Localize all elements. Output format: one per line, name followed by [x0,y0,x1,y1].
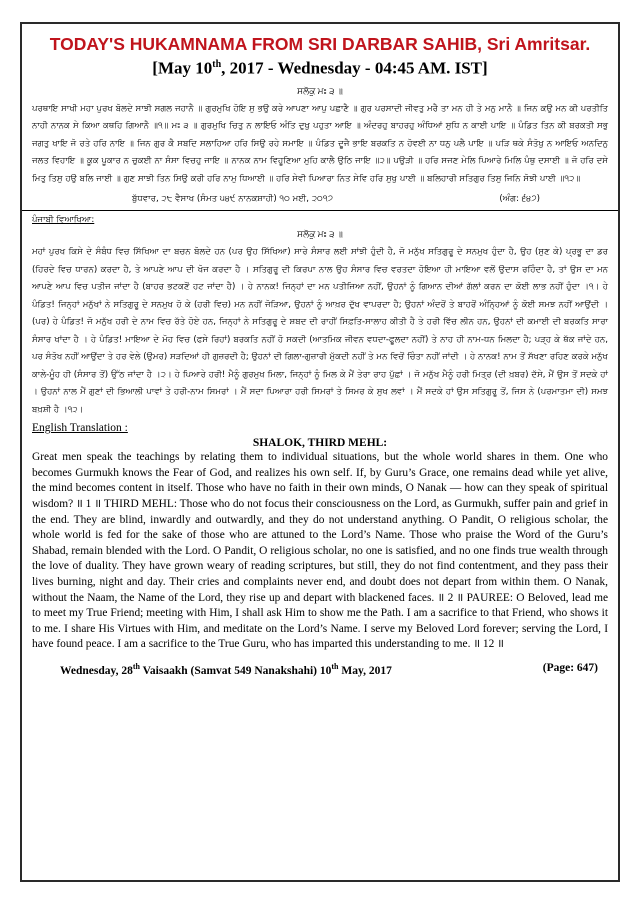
gurmukhi-text: ਪਰਥਾਇ ਸਾਖੀ ਮਹਾ ਪੁਰਖ ਬੋਲਦੇ ਸਾਝੀ ਸਗਲ ਜਹਾਨੈ ॥ ਗੁਰਮੁਖਿ ਹੋਇ ਸੁ ਭਉ ਕਰੇ ਆਪਣਾ ਆਪੁ ਪਛਾਣੈ ॥ ਗੁਰ ਪਰਸਾਦੀ ਜੀਵਤੁ ਮਰੈ ਤਾ ਮਨ ਹੀ ਤੇ ਮਨੁ ਮਾਨੈ ॥ ਜਿਨ ਕਉ ਮਨ ਕੀ ਪਰਤੀਤਿ ਨਾਹੀ ਨਾਨਕ ਸੇ ਕਿਆ ਕਥਹਿ ਗਿਆਨੈ ॥੧॥ ਮਃ ੩ ॥ ਗੁਰਮੁਖਿ ਚਿਤੁ ਨ ਲਾਇਓ ਅੰਤਿ ਦੁਖੁ ਪਹੁਤਾ ਆਇ ॥ ਅੰਦਰਹੁ ਬਾਹਰਹੁ ਅੰਧਿਆਂ ਸੁਧਿ ਨ ਕਾਈ ਪਾਇ ॥ ਪੰਡਿਤ ਤਿਨ ਕੀ ਬਰਕਤੀ ਸਭੁ ਜਗਤੁ ਖਾਇ ਜੋ ਰਤੇ ਹਰਿ ਨਾਇ ॥ ਜਿਨ ਗੁਰ ਕੈ ਸਬਦਿ ਸਲਾਹਿਆ ਹਰਿ ਸਿਉ ਰਹੇ ਸਮਾਇ ॥ ਪੰਡਿਤ ਦੂਜੈ ਭਾਇ ਬਰਕਤਿ ਨ ਹੋਵਈ ਨਾ ਧਨੁ ਪਲੈ ਪਾਇ ॥ ਪੜਿ ਥਕੇ ਸੰਤੋਖੁ ਨ ਆਇਓ ਅਨਦਿਨੁ ਜਲਤ ਵਿਹਾਇ ॥ ਕੂਕ ਪੂਕਾਰ ਨ ਚੁਕਈ ਨਾ ਸੰਸਾ ਵਿਚਹੁ ਜਾਇ ॥ ਨਾਨਕ ਨਾਮ ਵਿਹੂਣਿਆ ਮੁਹਿ ਕਾਲੈ ਉਠਿ ਜਾਇ ॥੨॥ ਪਉੜੀ ॥ ਹਰਿ ਸਜਣ ਮੇਲਿ ਪਿਆਰੇ ਮਿਲਿ ਪੰਥੁ ਦਸਾਈ ॥ ਜੋ ਹਰਿ ਦਸੇ ਮਿਤੁ ਤਿਸੁ ਹਉ ਬਲਿ ਜਾਈ ॥ ਗੁਣ ਸਾਝੀ ਤਿਨ ਸਿਉ ਕਰੀ ਹਰਿ ਨਾਮੁ ਧਿਆਈ ॥ ਹਰਿ ਸੇਵੀ ਪਿਆਰਾ ਨਿਤ ਸੇਵਿ ਹਰਿ ਸੁਖੁ ਪਾਈ ॥ ਬਲਿਹਾਰੀ ਸਤਿਗੁਰ ਤਿਸੁ ਜਿਨਿ ਸੋਝੀ ਪਾਈ ॥੧੨॥ [32,103,608,184]
date-subtitle [32,54,608,80]
punjabi-text: ਮਹਾਂ ਪੁਰਖ ਕਿਸੇ ਦੇ ਸੰਬੰਧ ਵਿਚ ਸਿੱਖਿਆ ਦਾ ਬਚਨ ਬੋਲਦੇ ਹਨ (ਪਰ ਉਹ ਸਿੱਖਿਆ) ਸਾਰੇ ਸੰਸਾਰ ਲਈ ਸਾਂਝੀ ਹੁੰਦੀ ਹੈ, ਜੋ ਮਨੁੱਖ ਸਤਿਗੁਰੂ ਦੇ ਸਨਮੁਖ ਹੁੰਦਾ ਹੈ, ਉਹ (ਸੁਣ ਕੇ) ਪ੍ਰਭੂ ਦਾ ਡਰ (ਹਿਰਦੇ ਵਿਚ ਧਾਰਨ) ਕਰਦਾ ਹੈ, ਤੇ ਆਪਣੇ ਆਪ ਦੀ ਖੋਜ ਕਰਦਾ ਹੈ । ਸਤਿਗੁਰੂ ਦੀ ਕਿਰਪਾ ਨਾਲ ਉਹ ਸੰਸਾਰ ਵਿਚ ਵਰਤਦਾ ਹੋਇਆ ਹੀ ਮਾਇਆ ਵਲੋਂ ਉਦਾਸ ਰਹਿੰਦਾ ਹੈ, ਤਾਂ ਉਸ ਦਾ ਮਨ ਆਪਣੇ ਆਪ ਵਿਚ ਪਤੀਜ ਜਾਂਦਾ ਹੈ (ਬਾਹਰ ਭਟਕਣੋਂ ਹਟ ਜਾਂਦਾ ਹੈ) । ਹੇ ਨਾਨਕ! ਜਿਨ੍ਹਾਂ ਦਾ ਮਨ ਪਤੀਜਿਆ ਨਹੀਂ, ਉਹਨਾਂ ਨੂੰ ਗਿਆਨ ਦੀਆਂ ਗੱਲਾਂ ਕਰਨ ਦਾ ਕੋਈ ਲਾਭ ਨਹੀਂ ਹੁੰਦਾ ।੧। ਹੇ ਪੰਡਿਤ! ਜਿਨ੍ਹਾਂ ਮਨੁੱਖਾਂ ਨੇ ਸਤਿਗੁਰੂ ਦੇ ਸਨਮੁਖ ਹੋ ਕੇ (ਹਰੀ ਵਿਚ) ਮਨ ਨਹੀਂ ਜੋੜਿਆ, ਉਹਨਾਂ ਨੂੰ ਆਖ਼ਰ ਦੁੱਖ ਵਾਪਰਦਾ ਹੈ; ਉਹਨਾਂ ਅੰਦਰੋਂ ਤੇ ਬਾਹਰੋਂ ਅੰਨ੍ਹਿਆਂ ਨੂੰ ਕੋਈ ਸਮਝ ਨਹੀਂ ਆਉਂਦੀ । (ਪਰ) ਹੇ ਪੰਡਿਤ! ਜੋ ਮਨੁੱਖ ਹਰੀ ਦੇ ਨਾਮ ਵਿਚ ਰੱਤੇ ਹੋਏ ਹਨ, ਜਿਨ੍ਹਾਂ ਨੇ ਸਤਿਗੁਰੂ ਦੇ ਸ਼ਬਦ ਦੀ ਰਾਹੀਂ ਸਿਫ਼ਤਿ-ਸਾਲਾਹ ਕੀਤੀ ਹੈ ਤੇ ਹਰੀ ਵਿੱਚ ਲੀਨ ਹਨ, ਉਹਨਾਂ ਦੀ ਕਮਾਈ ਦੀ ਬਰਕਤਿ ਸਾਰਾ ਸੰਸਾਰ ਖਾਂਦਾ ਹੈ । ਹੇ ਪੰਡਿਤ! ਮਾਇਆ ਦੇ ਮੋਹ ਵਿਚ (ਫਸੇ ਰਿਹਾਂ) ਬਰਕਤਿ ਨਹੀਂ ਹੋ ਸਕਦੀ (ਆਤਮਿਕ ਜੀਵਨ ਵਧਦਾ-ਫੂਲਦਾ ਨਹੀਂ) ਤੇ ਨਾਹ ਹੀ ਨਾਮ-ਧਨ ਮਿਲਦਾ ਹੈ; ਪੜ੍ਹ ਕੇ ਥੱਕ ਜਾਂਦੇ ਹਨ, ਪਰ ਸੰਤੋਖ ਨਹੀਂ ਆਉਂਦਾ ਤੇ ਹਰ ਵੇਲੇ (ਉਮਰ) ਸੜਦਿਆਂ ਹੀ ਗੁਜ਼ਰਦੀ ਹੈ; ਉਹਨਾਂ ਦੀ ਗਿਲਾ-ਗੁਜ਼ਾਰੀ ਮੁੱਕਦੀ ਨਹੀਂ ਤੇ ਮਨ ਵਿਚੋਂ ਚਿੰਤਾ ਨਹੀਂ ਜਾਂਦੀ । ਹੇ ਨਾਨਕ! ਨਾਮ ਤੋਂ ਸੱਖਣਾ ਰਹਿਣ ਕਰਕੇ ਮਨੁੱਖ ਕਾਲੇ-ਮੂੰਹ ਹੀ (ਸੰਸਾਰ ਤੋਂ) ਉੱਠ ਜਾਂਦਾ ਹੈ ।੨। ਹੇ ਪਿਆਰੇ ਹਰੀ! ਮੈਨੂੰ ਗੁਰਮੁਖ ਮਿਲਾ, ਜਿਨ੍ਹਾਂ ਨੂੰ ਮਿਲ ਕੇ ਮੈਂ ਤੇਰਾ ਰਾਹ ਪੁੱਛਾਂ । ਜੋ ਮਨੁੱਖ ਮੈਨੂੰ ਹਰੀ ਮਿਤ੍ਰ (ਦੀ ਖ਼ਬਰ) ਦੱਸੇ, ਮੈਂ ਉਸ ਤੋਂ ਸਦਕੇ ਹਾਂ । ਉਹਨਾਂ ਨਾਲ ਮੈਂ ਗੁਣਾਂ ਦੀ ਭਿਆਲੀ ਪਾਵਾਂ ਤੇ ਹਰੀ-ਨਾਮ ਸਿਮਰਾਂ । ਮੈਂ ਸਦਾ ਪਿਆਰਾ ਹਰੀ ਸਿਮਰਾਂ ਤੇ ਸਿਮਰ ਕੇ ਸੁਖ ਲਵਾਂ । ਮੈਂ ਸਦਕੇ ਹਾਂ ਉਸ ਸਤਿਗੁਰੂ ਤੋਂ, ਜਿਸ ਨੇ (ਪਰਮਾਤਮਾ ਦੀ) ਸਮਝ ਬਖ਼ਸ਼ੀ ਹੈ ।੧੨। [32,247,608,415]
nanakshahi-date: ਬੁੱਧਵਾਰ, ੨੮ ਵੈਸਾਖ (ਸੰਮਤ ੫੪੯ ਨਾਨਕਸ਼ਾਹੀ) ੧੦ ਮਈ, ੨੦੧੭ [132,194,334,205]
divider [22,210,618,211]
footer-page: (Page: 647) [542,661,598,674]
hukamnama-page [20,22,620,882]
date-sup: th [212,59,222,70]
footer-p3: May, 2017 [338,664,392,677]
footer-sup2: th [331,661,339,671]
gurmukhi-heading: ਸਲੋਕੁ ਮਃ ੩ ॥ [297,85,343,96]
nanakshahi-date-line [32,194,608,204]
punjabi-heading: ਸਲੋਕੁ ਮਃ ੩ ॥ [297,229,343,240]
english-text: Great men speak the teachings by relating them to individual situations, but the whole world shares in them. One who becomes Gurmukh knows the Fear of God, and realizes his own self. If, by Guru’s Grace, one remains dead while yet alive, the mind becomes content in itself. Those who have no faith in their own minds, O Nanak — how can they speak of spiritual wisdom? ॥ 1 ॥ THIRD MEHL: Those who do not focus their consciousness on the Lord, as Gurmukh, suffer pain and grief in the end. They are blind, inwardly and outwardly, and they do not understand anything. O Pandit, O religious scholar, the whole world is fed for the sake of those who are attuned to the Lord’s Name. Those who praise the Word of the Guru’s Shabad, remain blended with the Lord. O Pandit, O religious scholar, no one is satisfied, and no one finds true wealth through the love of duality. They have grown weary of reading scriptures, but still, they do not find contentment, and they pass their lives burning, night and day. Their cries and complaints never end, and doubt does not depart from within them. O Nanak, without the Naam, the Name of the Lord, they rise up and depart with blackened faces. ॥ 2 ॥ PAUREE: O Beloved, lead me to meet my True Friend; meeting with Him, I shall ask Him to show me the Path. I am a sacrifice to that Friend, who shows it to me. I share His Virtues with Him, and meditate on the Lord’s Name. I serve my Beloved Lord forever; serving the Lord, I have found peace. I am a sacrifice to the True Guru, who has imparted this understanding to me. ॥ 12 ॥ [32,451,608,651]
english-label: English Translation : [32,422,128,435]
footer-date-line [32,662,608,677]
page-title: TODAY'S HUKAMNAMA FROM SRI DARBAR SAHIB, Sri Amritsar. [49,34,591,54]
footer-p1: Wednesday, 28 [60,664,133,677]
date-rest: , 2017 - Wednesday - 04:45 AM. IST] [221,58,488,78]
ang-reference: (ਅੰਗ: ੬੪੭) [499,194,540,205]
footer-date [60,662,392,677]
english-heading: SHALOK, THIRD MEHL: [252,437,388,450]
footer-p2: Vaisaakh (Samvat 549 Nanakshahi) 10 [139,664,332,677]
footer-sup1: th [132,661,140,671]
punjabi-label: ਪੰਜਾਬੀ ਵਿਆਖਿਆ: [32,215,95,226]
date-prefix: [May 10 [152,58,213,78]
